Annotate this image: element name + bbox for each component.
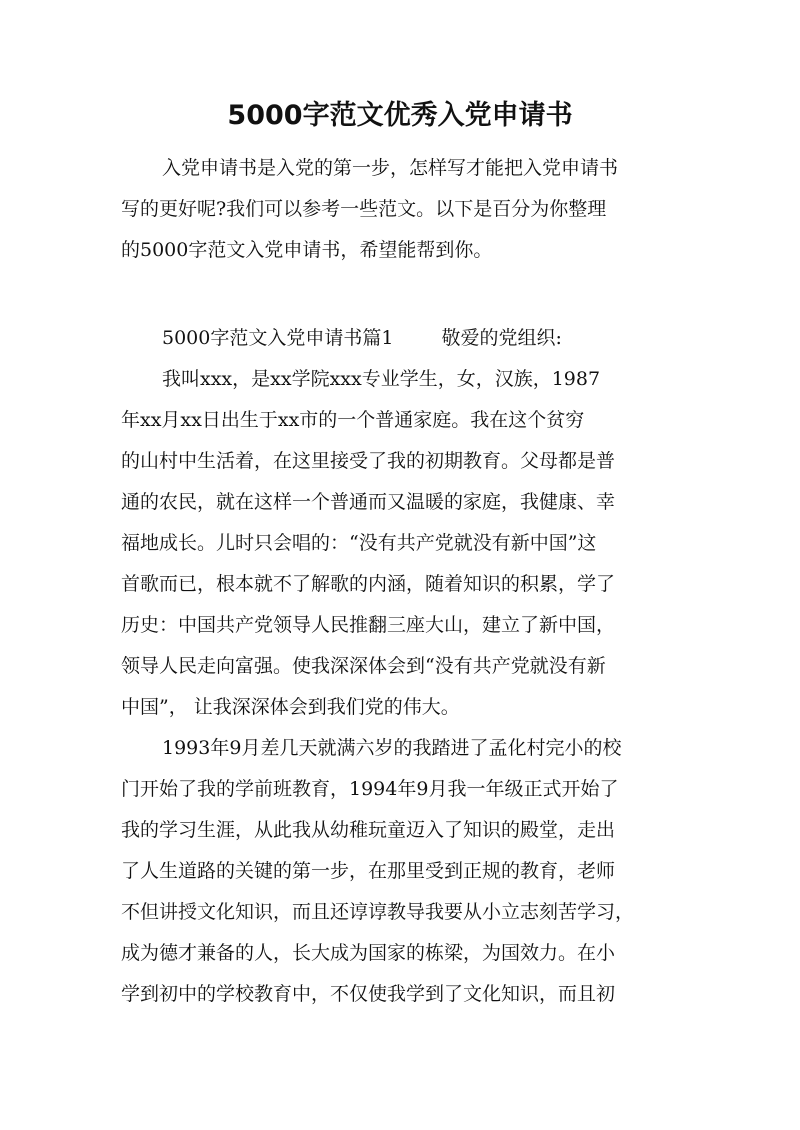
paragraph-line: 通的农民，就在这样一个普通而又温暖的家庭，我健康、幸 <box>121 491 616 513</box>
intro-line: 写的更好呢?我们可以参考一些范文。以下是百分为你整理 <box>121 198 607 220</box>
paragraph-gap <box>121 271 681 318</box>
paragraph-line: 中国”， 让我深深体会到我们党的伟大。 <box>121 696 460 718</box>
paragraph-line: 我的学习生涯，从此我从幼稚玩童迈入了知识的殿堂，走出 <box>121 819 616 841</box>
paragraph-line: 的山村中生活着，在这里接受了我的初期教育。父母都是普 <box>121 450 616 472</box>
paragraph-line: 了人生道路的关键的第一步，在那里受到正规的教育，老师 <box>121 860 616 882</box>
paragraph-line: 不但讲授文化知识，而且还谆谆教导我要从小立志刻苦学习， <box>121 901 635 923</box>
paragraph-line: 首歌而已，根本就不了解歌的内涵，随着知识的积累，学了 <box>121 573 616 595</box>
paragraph-line: 福地成长。儿时只会唱的：“没有共产党就没有新中国”这 <box>121 532 597 554</box>
paragraph-line: 领导人民走向富强。使我深深体会到“没有共产党就没有新 <box>121 655 606 677</box>
document-body <box>121 148 681 1015</box>
intro-line: 入党申请书是入党的第一步，怎样写才能把入党申请书 <box>162 157 619 179</box>
paragraph-line: 门开始了我的学前班教育，1994年9月我一年级正式开始了 <box>121 778 619 800</box>
section-heading: 5000字范文入党申请书篇1 <box>162 327 394 349</box>
intro-line: 的5000字范文入党申请书，希望能帮到你。 <box>121 239 493 261</box>
paragraph-line: 历史：中国共产党领导人民推翻三座大山，建立了新中国， <box>121 614 616 636</box>
paragraph-line: 1993年9月差几天就满六岁的我踏进了孟化村完小的校 <box>162 737 622 759</box>
paragraph-line: 我叫xxx，是xx学院xxx专业学生，女，汉族，1987 <box>162 368 601 390</box>
paragraph-line: 学到初中的学校教育中，不仅使我学到了文化知识，而且初 <box>121 983 616 1005</box>
paragraph-line: 年xx月xx日出生于xx市的一个普通家庭。我在这个贫穷 <box>121 409 585 431</box>
section-heading-line <box>121 318 681 359</box>
salutation: 敬爱的党组织: <box>441 327 562 349</box>
paragraph-line: 成为德才兼备的人，长大成为国家的栋梁，为国效力。在小 <box>121 942 616 964</box>
document-title: 5000字范文优秀入党申请书 <box>227 100 573 131</box>
